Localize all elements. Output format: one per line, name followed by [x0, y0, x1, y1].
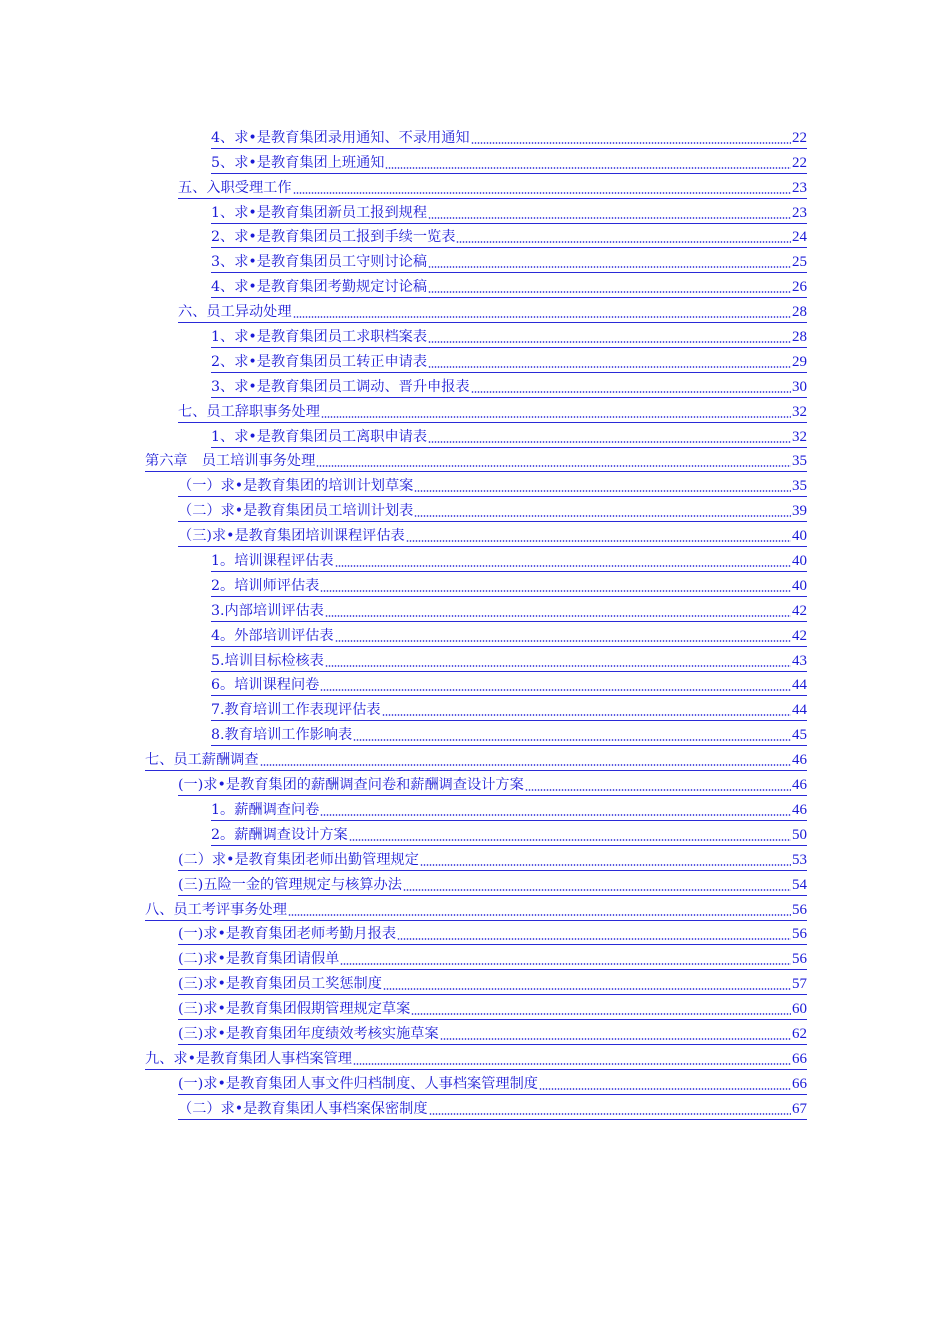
dot-leader [353, 739, 791, 741]
dot-leader [325, 615, 791, 617]
toc-entry[interactable] [211, 323, 807, 348]
toc-entry-title: 八、员工考评事务处理 [145, 901, 287, 918]
toc-entry[interactable] [178, 522, 807, 547]
dot-leader [428, 366, 791, 368]
dot-leader [414, 490, 791, 492]
dot-leader [428, 341, 791, 343]
toc-entry-title: 7.教育培训工作表现评估表 [211, 702, 381, 719]
dot-leader [420, 864, 791, 866]
toc-entry-page-number: 66 [792, 1075, 807, 1092]
toc-entry-title: （一）求•是教育集团的培训计划草案 [178, 478, 414, 495]
toc-entry-title: 3.内部培训评估表 [211, 602, 324, 619]
dot-leader [539, 1088, 791, 1090]
toc-entry[interactable] [211, 373, 807, 398]
toc-entry-page-number: 54 [792, 876, 807, 893]
toc-entry[interactable] [211, 348, 807, 373]
toc-entry-page-number: 56 [792, 901, 807, 918]
toc-entry-title: 1。培训课程评估表 [211, 553, 334, 570]
toc-entry-page-number: 29 [792, 353, 807, 370]
toc-entry-page-number: 22 [792, 129, 807, 146]
toc-entry-title: 1、求•是教育集团员工离职申请表 [211, 428, 428, 445]
toc-entry-page-number: 23 [792, 179, 807, 196]
dot-leader [321, 416, 791, 418]
toc-entry[interactable] [145, 746, 807, 771]
dot-leader [440, 1038, 791, 1040]
dot-leader [428, 217, 791, 219]
dot-leader [335, 565, 791, 567]
toc-entry-title: (三)求•是教育集团员工奖惩制度 [178, 976, 382, 993]
dot-leader [353, 1063, 791, 1065]
toc-entry-title: 4。外部培训评估表 [211, 627, 334, 644]
toc-entry-title: （三)求•是教育集团培训课程评估表 [178, 528, 405, 545]
toc-entry-page-number: 24 [792, 229, 807, 246]
toc-entry[interactable] [145, 1045, 807, 1070]
dot-leader [525, 789, 791, 791]
toc-entry-title: 2、求•是教育集团员工转正申请表 [211, 353, 428, 370]
toc-entry-page-number: 28 [792, 329, 807, 346]
toc-entry[interactable] [178, 298, 807, 323]
toc-entry[interactable] [178, 921, 807, 946]
toc-entry[interactable] [211, 721, 807, 746]
toc-entry-page-number: 43 [792, 652, 807, 669]
toc-entry-page-number: 56 [792, 926, 807, 943]
toc-entry-title: 1。薪酬调查问卷 [211, 801, 320, 818]
toc-entry[interactable] [178, 871, 807, 896]
toc-entry-title: 六、员工异动处理 [178, 304, 292, 321]
toc-entry-title: 第六章 员工培训事务处理 [145, 453, 316, 470]
toc-entry[interactable] [178, 771, 807, 796]
toc-entry[interactable] [211, 622, 807, 647]
toc-entry-page-number: 40 [792, 577, 807, 594]
toc-entry[interactable] [211, 821, 807, 846]
dot-leader [414, 515, 791, 517]
toc-entry-page-number: 39 [792, 503, 807, 520]
dot-leader [397, 938, 791, 940]
dot-leader [288, 914, 791, 916]
toc-entry-page-number: 28 [792, 304, 807, 321]
toc-entry[interactable] [178, 174, 807, 199]
toc-entry-page-number: 46 [792, 752, 807, 769]
toc-entry-page-number: 26 [792, 279, 807, 296]
toc-entry-title: （二）求•是教育集团员工培训计划表 [178, 503, 414, 520]
toc-entry-page-number: 67 [792, 1100, 807, 1117]
dot-leader [428, 266, 791, 268]
dot-leader [471, 142, 791, 144]
toc-entry-page-number: 42 [792, 627, 807, 644]
dot-leader [349, 839, 791, 841]
toc-entry-title: 五、入职受理工作 [178, 179, 292, 196]
dot-leader [428, 441, 791, 443]
toc-entry-page-number: 60 [792, 1001, 807, 1018]
toc-entry-title: (一)求•是教育集团人事文件归档制度、人事档案管理制度 [178, 1075, 538, 1092]
toc-entry-page-number: 40 [792, 553, 807, 570]
dot-leader [456, 241, 791, 243]
toc-entry-page-number: 57 [792, 976, 807, 993]
toc-entry-title: 3、求•是教育集团员工守则讨论稿 [211, 254, 428, 271]
toc-entry-page-number: 53 [792, 851, 807, 868]
toc-entry[interactable] [211, 199, 807, 224]
toc-entry-title: 3、求•是教育集团员工调动、晋升申报表 [211, 378, 470, 395]
toc-entry-title: 6。培训课程问卷 [211, 677, 320, 694]
toc-entry[interactable] [145, 896, 807, 921]
toc-entry[interactable] [211, 672, 807, 697]
toc-entry-page-number: 35 [792, 478, 807, 495]
toc-entry-title: 5、求•是教育集团上班通知 [211, 154, 385, 171]
dot-leader [406, 540, 791, 542]
dot-leader [320, 689, 791, 691]
dot-leader [320, 814, 791, 816]
toc-entry-title: (二)求•是教育集团请假单 [178, 951, 340, 968]
toc-entry-page-number: 22 [792, 154, 807, 171]
toc-entry-page-number: 32 [792, 428, 807, 445]
toc-entry[interactable] [178, 1095, 807, 1120]
dot-leader [382, 714, 791, 716]
dot-leader [335, 640, 791, 642]
toc-entry-title: (一)求•是教育集团老师考勤月报表 [178, 926, 397, 943]
table-of-contents [145, 124, 807, 1120]
toc-entry-title: 2。薪酬调查设计方案 [211, 826, 348, 843]
toc-entry[interactable] [211, 696, 807, 721]
toc-entry[interactable] [145, 448, 807, 473]
toc-entry-title: （二）求•是教育集团人事档案保密制度 [178, 1100, 428, 1117]
toc-entry-title: 8.教育培训工作影响表 [211, 727, 353, 744]
toc-entry-page-number: 46 [792, 777, 807, 794]
dot-leader [403, 889, 791, 891]
toc-entry[interactable] [178, 497, 807, 522]
toc-entry-page-number: 30 [792, 378, 807, 395]
toc-entry-page-number: 56 [792, 951, 807, 968]
toc-entry[interactable] [178, 1020, 807, 1045]
toc-entry-title: 4、求•是教育集团考勤规定讨论稿 [211, 279, 428, 296]
toc-entry-page-number: 32 [792, 403, 807, 420]
dot-leader [383, 988, 791, 990]
toc-entry[interactable] [211, 224, 807, 249]
toc-entry[interactable] [178, 995, 807, 1020]
dot-leader [293, 192, 791, 194]
toc-entry[interactable] [178, 970, 807, 995]
toc-entry[interactable] [178, 398, 807, 423]
toc-entry-page-number: 44 [792, 677, 807, 694]
toc-entry[interactable] [211, 572, 807, 597]
toc-entry[interactable] [178, 1070, 807, 1095]
toc-entry-title: 七、员工薪酬调查 [145, 752, 259, 769]
toc-entry[interactable] [211, 547, 807, 572]
dot-leader [411, 1013, 791, 1015]
dot-leader [340, 963, 791, 965]
toc-entry[interactable] [211, 149, 807, 174]
toc-entry-title: 2、求•是教育集团员工报到手续一览表 [211, 229, 456, 246]
toc-entry-title: (一)求•是教育集团的薪酬调查问卷和薪酬调查设计方案 [178, 777, 524, 794]
dot-leader [320, 590, 791, 592]
toc-entry-page-number: 50 [792, 826, 807, 843]
toc-entry-page-number: 42 [792, 602, 807, 619]
toc-entry[interactable] [211, 647, 807, 672]
toc-entry-page-number: 23 [792, 204, 807, 221]
toc-entry-page-number: 46 [792, 801, 807, 818]
dot-leader [429, 1113, 791, 1115]
toc-entry-page-number: 45 [792, 727, 807, 744]
dot-leader [325, 665, 791, 667]
toc-entry-title: (二）求•是教育集团老师出勤管理规定 [178, 851, 419, 868]
toc-entry[interactable] [178, 472, 807, 497]
toc-entry[interactable] [211, 597, 807, 622]
toc-entry-title: 七、员工辞职事务处理 [178, 403, 320, 420]
dot-leader [428, 291, 791, 293]
toc-entry-title: 4、求•是教育集团录用通知、不录用通知 [211, 129, 470, 146]
toc-entry-page-number: 66 [792, 1050, 807, 1067]
toc-entry-page-number: 44 [792, 702, 807, 719]
toc-entry-page-number: 35 [792, 453, 807, 470]
dot-leader [260, 764, 791, 766]
toc-entry-title: 5.培训目标检核表 [211, 652, 324, 669]
toc-entry-page-number: 40 [792, 528, 807, 545]
toc-entry[interactable] [178, 945, 807, 970]
toc-entry-title: 2。培训师评估表 [211, 577, 320, 594]
toc-entry-page-number: 25 [792, 254, 807, 271]
dot-leader [293, 316, 791, 318]
toc-entry-title: (三)求•是教育集团年度绩效考核实施草案 [178, 1025, 439, 1042]
dot-leader [471, 391, 791, 393]
toc-entry-title: (三)求•是教育集团假期管理规定草案 [178, 1001, 411, 1018]
toc-entry[interactable] [178, 846, 807, 871]
toc-entry-title: 1、求•是教育集团新员工报到规程 [211, 204, 428, 221]
toc-entry[interactable] [211, 796, 807, 821]
toc-entry[interactable] [211, 248, 807, 273]
toc-entry-title: 九、求•是教育集团人事档案管理 [145, 1050, 352, 1067]
dot-leader [385, 167, 791, 169]
toc-entry[interactable] [211, 124, 807, 149]
toc-entry[interactable] [211, 423, 807, 448]
toc-entry-title: (三)五险一金的管理规定与核算办法 [178, 876, 402, 893]
dot-leader [316, 465, 791, 467]
toc-entry-title: 1、求•是教育集团员工求职档案表 [211, 329, 428, 346]
toc-entry-page-number: 62 [792, 1025, 807, 1042]
toc-entry[interactable] [211, 273, 807, 298]
